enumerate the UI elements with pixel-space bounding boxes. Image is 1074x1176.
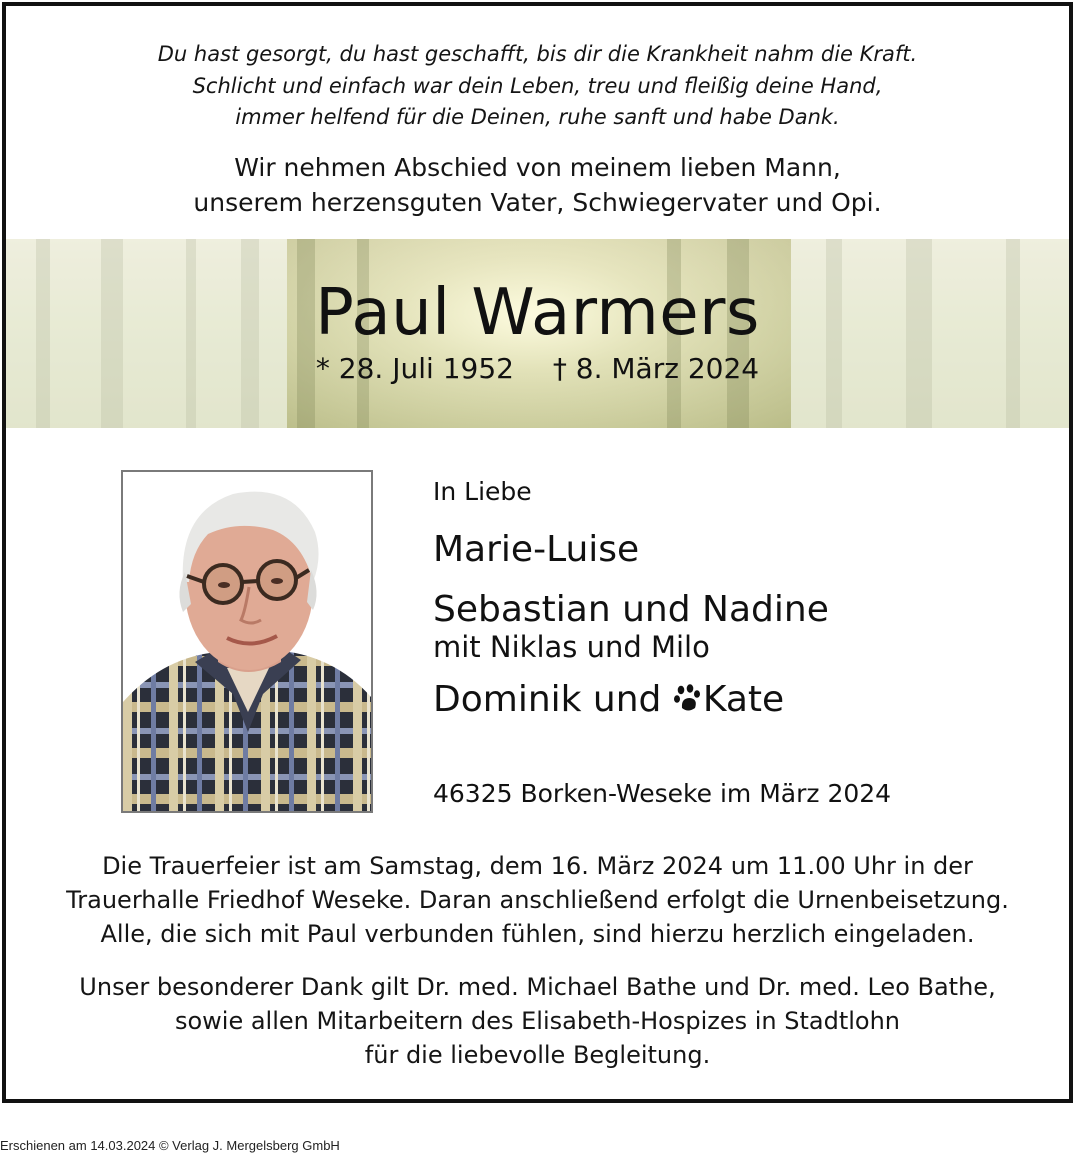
- family-member: Sebastian und Nadine: [433, 589, 829, 630]
- intro-line: Wir nehmen Abschied von meinem lieben Mann,: [234, 153, 841, 182]
- thanks-line: Unser besonderer Dank gilt Dr. med. Michael Bathe und Dr. med. Leo Bathe,: [79, 973, 996, 1001]
- place-date: 46325 Borken-Weseke im März 2024: [433, 779, 892, 808]
- portrait-illustration: [123, 472, 371, 811]
- ceremony-line: Trauerhalle Friedhof Weseke. Daran anschließend erfolgt die Urnenbeisetzung.: [66, 886, 1009, 914]
- life-dates: [6, 351, 1069, 387]
- portrait-photo: [121, 470, 373, 813]
- death-date: † 8. März 2024: [552, 352, 760, 385]
- poem-line: Schlicht und einfach war dein Leben, treu und fleißig deine Hand,: [192, 73, 883, 98]
- ceremony-line: Die Trauerfeier ist am Samstag, dem 16. März 2024 um 11.00 Uhr in der: [102, 852, 973, 880]
- ceremony-line: Alle, die sich mit Paul verbunden fühlen, sind hierzu herzlich eingeladen.: [100, 920, 975, 948]
- poem-line: immer helfend für die Deinen, ruhe sanft und habe Dank.: [235, 105, 840, 129]
- publication-footer: Erschienen am 14.03.2024 © Verlag J. Mergelsberg GmbH: [0, 1138, 340, 1153]
- family-member: Kate: [702, 679, 785, 720]
- family-list: [433, 474, 1033, 724]
- poem-line: Du hast gesorgt, du hast geschafft, bis dir die Krankheit nahm die Kraft.: [157, 42, 918, 66]
- family-member: Dominik und: [433, 679, 673, 720]
- family-member-line: [433, 676, 1033, 724]
- thanks-line: für die liebevolle Begleitung.: [364, 1041, 711, 1069]
- ceremony-info: [6, 849, 1069, 951]
- thanks-line: sowie allen Mitarbeitern des Elisabeth-Hospizes in Stadtlohn: [174, 1007, 901, 1035]
- farewell-intro: [6, 150, 1069, 220]
- thanks-note: [6, 970, 1069, 1072]
- deceased-name: Paul Warmers: [315, 276, 760, 350]
- family-intro: In Liebe: [433, 477, 532, 506]
- obituary-frame: [2, 2, 1073, 1103]
- family-member: Marie-Luise: [433, 529, 640, 570]
- family-member-sub: mit Niklas und Milo: [433, 630, 710, 664]
- forest-banner: [6, 239, 1069, 428]
- birth-date: * 28. Juli 1952: [315, 352, 514, 385]
- paw-print-icon: [673, 679, 703, 720]
- poem: [6, 39, 1069, 134]
- intro-line: unserem herzensguten Vater, Schwiegervater und Opi.: [193, 188, 882, 217]
